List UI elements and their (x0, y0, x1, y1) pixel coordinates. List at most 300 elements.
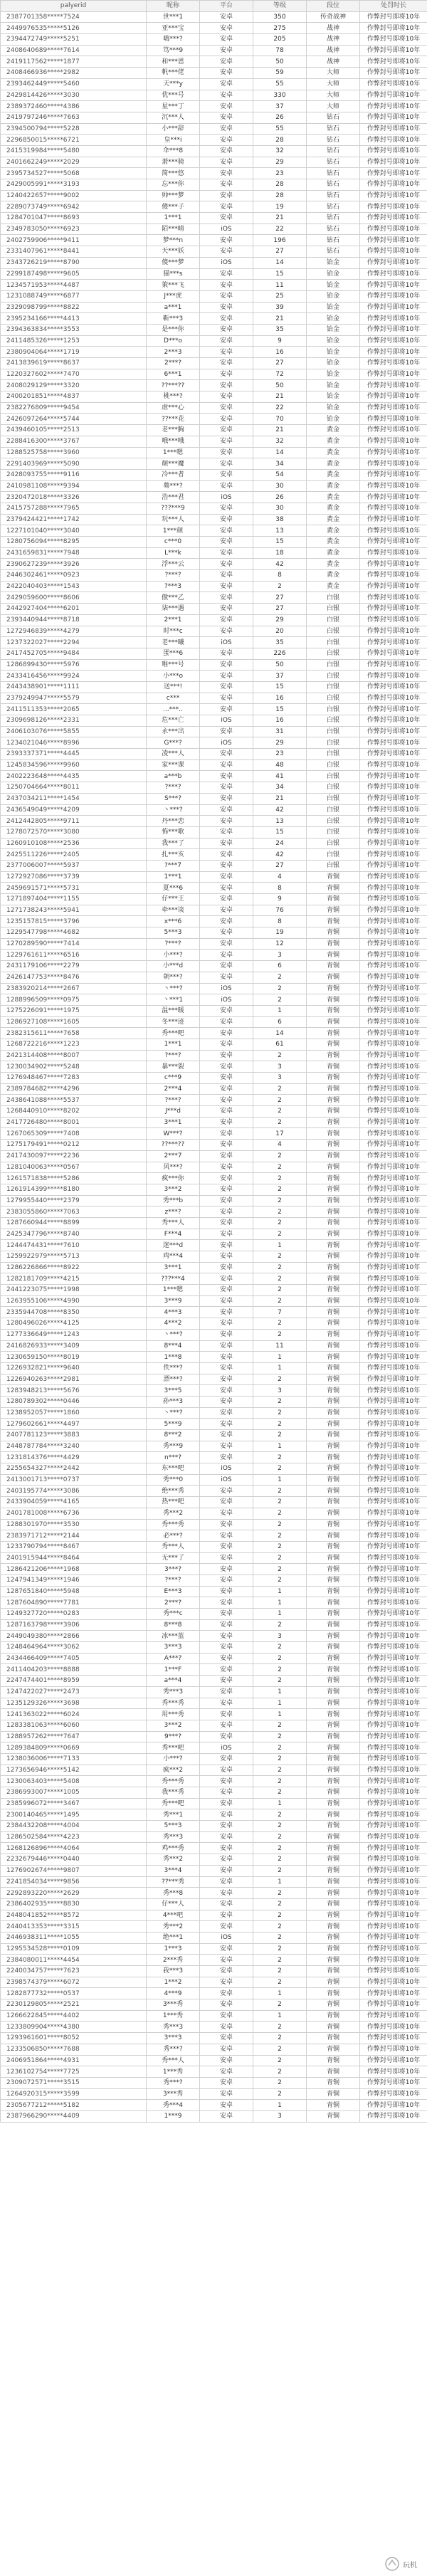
cell-nickname: 3***9 (147, 1295, 200, 1307)
cell-penalty: 作弊封号即将10年 (360, 1005, 427, 1016)
cell-rank: 青铜 (307, 1653, 360, 1664)
cell-penalty: 作弊封号即将10年 (360, 1776, 427, 1787)
table-row (1, 1831, 427, 1843)
cell-platform: 安卓 (200, 1698, 253, 1709)
cell-level: 37 (253, 671, 307, 682)
cell-nickname: 送***! (147, 681, 200, 693)
cell-nickname: 3***秀 (147, 2088, 200, 2100)
cell-rank: 白银 (307, 626, 360, 637)
cell-nickname: 仔***人 (147, 1898, 200, 1910)
cell-player-id: 2415319984*****5480 (1, 145, 147, 157)
cell-rank: 青铜 (307, 1206, 360, 1218)
cell-platform: 安卓 (200, 1519, 253, 1530)
cell-player-id: 2425347796*****8740 (1, 1229, 147, 1240)
cell-nickname: 秀***3 (147, 1831, 200, 1843)
cell-platform: 安卓 (200, 961, 253, 972)
cell-rank: 青铜 (307, 1140, 360, 1151)
cell-penalty: 作弊封号即将10年 (360, 1318, 427, 1330)
cell-penalty: 作弊封号即将10年 (360, 804, 427, 816)
cell-rank: 黄金 (307, 469, 360, 480)
cell-level: 2 (253, 1173, 307, 1184)
cell-platform: 安卓 (200, 503, 253, 514)
cell-nickname: 4***9 (147, 1988, 200, 1999)
cell-penalty: 作弊封号即将10年 (360, 1474, 427, 1486)
cell-rank: 黄金 (307, 570, 360, 582)
cell-nickname: 秀***4 (147, 2100, 200, 2111)
cell-nickname: 帆***佬 (147, 68, 200, 79)
cell-level: 16 (253, 347, 307, 358)
cell-nickname: 暴***裂 (147, 1061, 200, 1073)
cell-rank: 大师 (307, 101, 360, 112)
table-row (1, 826, 427, 838)
table-row (1, 1653, 427, 1664)
cell-level: 50 (253, 659, 307, 671)
cell-rank: 青铜 (307, 1765, 360, 1776)
cell-player-id: 2438641088*****5537 (1, 1095, 147, 1106)
cell-penalty: 作弊封号即将10年 (360, 1642, 427, 1654)
cell-nickname: 冰***蓝 (147, 1631, 200, 1642)
cell-level: 2 (253, 1765, 307, 1776)
cell-penalty: 作弊封号即将10年 (360, 726, 427, 737)
cell-player-id: 1276948467*****7283 (1, 1073, 147, 1084)
cell-rank: 铂金 (307, 369, 360, 380)
cell-rank: 青铜 (307, 883, 360, 894)
cell-nickname: A***? (147, 1653, 200, 1664)
cell-nickname: 热***吧 (147, 1497, 200, 1508)
table-row (1, 1753, 427, 1765)
cell-level: 2 (253, 1854, 307, 1866)
cell-penalty: 作弊封号即将10年 (360, 1262, 427, 1273)
cell-rank: 青铜 (307, 927, 360, 939)
cell-penalty: 作弊封号即将10年 (360, 123, 427, 135)
cell-platform: 安卓 (200, 402, 253, 414)
table-row (1, 1574, 427, 1586)
cell-player-id: 2426097264*****5744 (1, 414, 147, 425)
cell-rank: 青铜 (307, 1318, 360, 1330)
table-row (1, 1229, 427, 1240)
cell-penalty: 作弊封号即将10年 (360, 1888, 427, 1899)
cell-penalty: 作弊封号即将10年 (360, 1352, 427, 1363)
table-row (1, 1742, 427, 1754)
cell-platform: 安卓 (200, 559, 253, 570)
cell-penalty: 作弊封号即将10年 (360, 190, 427, 201)
cell-level: 15 (253, 826, 307, 838)
table-row (1, 1050, 427, 1061)
table-row (1, 1910, 427, 1921)
cell-penalty: 作弊封号即将10年 (360, 1430, 427, 1441)
cell-level: 15 (253, 704, 307, 715)
cell-rank: 青铜 (307, 1955, 360, 1966)
cell-nickname: 秀***1 (147, 1809, 200, 1821)
cell-platform: 安卓 (200, 1173, 253, 1184)
cell-nickname: 丶***? (147, 983, 200, 994)
cell-level: 1 (253, 1876, 307, 1888)
cell-player-id: 1271738243*****5941 (1, 905, 147, 916)
cell-rank: 白银 (307, 838, 360, 849)
cell-rank: 青铜 (307, 1552, 360, 1564)
cell-player-id: 1236102754*****7725 (1, 2066, 147, 2078)
cell-level: 2 (253, 1262, 307, 1273)
cell-nickname: 天***妖 (147, 246, 200, 258)
cell-level: 2 (253, 2066, 307, 2078)
cell-penalty: 作弊封号即将10年 (360, 1195, 427, 1206)
table-row (1, 570, 427, 582)
table-row (1, 715, 427, 727)
table-row (1, 201, 427, 213)
cell-level: 2 (253, 1787, 307, 1799)
cell-penalty: 作弊封号即将10年 (360, 1329, 427, 1340)
table-row (1, 547, 427, 559)
table-row (1, 1519, 427, 1530)
cell-penalty: 作弊封号即将10年 (360, 759, 427, 771)
cell-rank: 大师 (307, 78, 360, 90)
cell-nickname: 沉***人 (147, 112, 200, 123)
table-row (1, 1285, 427, 1296)
cell-player-id: 2412442805*****9711 (1, 816, 147, 827)
cell-player-id: 2410981108*****9394 (1, 480, 147, 492)
table-row (1, 883, 427, 894)
cell-player-id: 1264920315*****3599 (1, 2088, 147, 2100)
cell-rank: 青铜 (307, 1083, 360, 1095)
cell-platform: 安卓 (200, 1619, 253, 1631)
cell-level: 8 (253, 916, 307, 927)
cell-platform: 安卓 (200, 1843, 253, 1854)
cell-penalty: 作弊封号即将10年 (360, 224, 427, 235)
cell-penalty: 作弊封号即将10年 (360, 1574, 427, 1586)
table-row (1, 771, 427, 782)
cell-nickname: 秀***人 (147, 1541, 200, 1552)
cell-level: 2 (253, 1407, 307, 1419)
cell-nickname: 5***3 (147, 1821, 200, 1832)
cell-player-id: 1231814376*****4429 (1, 1452, 147, 1463)
cell-level: 2 (253, 1486, 307, 1497)
table-row (1, 425, 427, 436)
cell-rank: 黄金 (307, 436, 360, 447)
cell-platform: 安卓 (200, 826, 253, 838)
cell-player-id: 1226940263*****2981 (1, 1374, 147, 1385)
column-header-platform: 平台 (200, 1, 253, 12)
table-row (1, 1318, 427, 1330)
cell-rank: 青铜 (307, 1407, 360, 1419)
table-row (1, 1876, 427, 1888)
cell-rank: 青铜 (307, 1876, 360, 1888)
cell-level: 2 (253, 1452, 307, 1463)
cell-level: 39 (253, 302, 307, 313)
cell-rank: 钻石 (307, 168, 360, 179)
table-row (1, 1631, 427, 1642)
cell-platform: 安卓 (200, 759, 253, 771)
cell-level: 2 (253, 1295, 307, 1307)
cell-platform: 安卓 (200, 1005, 253, 1016)
cell-penalty: 作弊封号即将10年 (360, 1686, 427, 1698)
table-row (1, 737, 427, 749)
cell-platform: 安卓 (200, 1910, 253, 1921)
cell-rank: 青铜 (307, 972, 360, 983)
table-row (1, 1564, 427, 1575)
cell-platform: 安卓 (200, 1095, 253, 1106)
cell-rank: 青铜 (307, 2033, 360, 2044)
cell-nickname: 小***d (147, 961, 200, 972)
cell-platform: 安卓 (200, 45, 253, 56)
cell-rank: 青铜 (307, 1530, 360, 1542)
cell-player-id: 2415757288*****7965 (1, 503, 147, 514)
cell-platform: 安卓 (200, 1854, 253, 1866)
cell-platform: iOS (200, 637, 253, 648)
cell-nickname: 秀***9 (147, 1441, 200, 1452)
cell-platform: 安卓 (200, 302, 253, 313)
cell-level: 72 (253, 369, 307, 380)
cell-level: 28 (253, 190, 307, 201)
cell-player-id: 1283381063*****6060 (1, 1720, 147, 1731)
cell-platform: 安卓 (200, 1061, 253, 1073)
cell-platform: 安卓 (200, 1988, 253, 1999)
cell-player-id: 2232679446*****0440 (1, 1854, 147, 1866)
cell-nickname: 柒***遇 (147, 604, 200, 615)
cell-penalty: 作弊封号即将10年 (360, 1307, 427, 1318)
cell-rank: 钻石 (307, 201, 360, 213)
cell-level: 1 (253, 1698, 307, 1709)
cell-rank: 青铜 (307, 2055, 360, 2066)
cell-platform: 安卓 (200, 380, 253, 391)
cell-platform: 安卓 (200, 1664, 253, 1676)
cell-penalty: 作弊封号即将10年 (360, 1217, 427, 1229)
cell-penalty: 作弊封号即将10年 (360, 1184, 427, 1195)
cell-nickname: W***? (147, 1128, 200, 1140)
cell-rank: 青铜 (307, 1999, 360, 2011)
cell-penalty: 作弊封号即将10年 (360, 246, 427, 258)
cell-platform: 安卓 (200, 671, 253, 682)
cell-player-id: 2400201851*****4837 (1, 391, 147, 403)
cell-penalty: 作弊封号即将10年 (360, 983, 427, 994)
cell-player-id: 1229547798*****4682 (1, 927, 147, 939)
cell-nickname: 绝***1 (147, 1932, 200, 1943)
table-row (1, 1419, 427, 1430)
cell-penalty: 作弊封号即将10年 (360, 1753, 427, 1765)
cell-penalty: 作弊封号即将10年 (360, 826, 427, 838)
table-row (1, 1140, 427, 1151)
cell-level: 1 (253, 1362, 307, 1374)
cell-rank: 青铜 (307, 1597, 360, 1609)
cell-rank: 白银 (307, 816, 360, 827)
cell-platform: 安卓 (200, 1140, 253, 1151)
cell-player-id: 1287163798*****3906 (1, 1619, 147, 1631)
cell-penalty: 作弊封号即将10年 (360, 1240, 427, 1251)
cell-rank: 青铜 (307, 1217, 360, 1229)
cell-level: 2 (253, 1497, 307, 1508)
cell-platform: 安卓 (200, 1787, 253, 1799)
cell-platform: 安卓 (200, 358, 253, 369)
cell-platform: 安卓 (200, 425, 253, 436)
cell-level: 26 (253, 492, 307, 503)
cell-rank: 青铜 (307, 961, 360, 972)
cell-platform: iOS (200, 983, 253, 994)
cell-platform: 安卓 (200, 458, 253, 470)
cell-player-id: 2241854034*****9856 (1, 1876, 147, 1888)
cell-level: 2 (253, 1150, 307, 1162)
cell-level: 1 (253, 1441, 307, 1452)
cell-nickname: 2***7 (147, 1150, 200, 1162)
cell-player-id: 1267065309*****7408 (1, 1128, 147, 1140)
table-row (1, 671, 427, 682)
cell-penalty: 作弊封号即将10年 (360, 2088, 427, 2100)
cell-penalty: 作弊封号即将10年 (360, 391, 427, 403)
cell-rank: 青铜 (307, 1195, 360, 1206)
table-row (1, 1530, 427, 1542)
cell-platform: 安卓 (200, 1898, 253, 1910)
cell-rank: 青铜 (307, 1809, 360, 1821)
table-row (1, 1039, 427, 1050)
cell-platform: 安卓 (200, 34, 253, 46)
cell-nickname: 怖***歌 (147, 826, 200, 838)
cell-rank: 青铜 (307, 1631, 360, 1642)
cell-nickname: 桃***? (147, 391, 200, 403)
cell-player-id: 2446938311*****1055 (1, 1932, 147, 1943)
cell-penalty: 作弊封号即将10年 (360, 1162, 427, 1173)
cell-penalty: 作弊封号即将10年 (360, 257, 427, 268)
cell-player-id: 1220327602*****7470 (1, 369, 147, 380)
table-row (1, 525, 427, 537)
cell-nickname: 伞***8 (147, 145, 200, 157)
cell-platform: 安卓 (200, 771, 253, 782)
cell-rank: 白银 (307, 637, 360, 648)
cell-player-id: 1287651840*****5948 (1, 1586, 147, 1597)
cell-penalty: 作弊封号即将10年 (360, 335, 427, 347)
cell-rank: 白银 (307, 826, 360, 838)
cell-nickname: 疯***2 (147, 1765, 200, 1776)
cell-rank: 青铜 (307, 1787, 360, 1799)
cell-platform: 安卓 (200, 1720, 253, 1731)
cell-rank: 白银 (307, 860, 360, 871)
cell-player-id: 2379424421*****1742 (1, 514, 147, 525)
cell-platform: 安卓 (200, 1016, 253, 1028)
cell-player-id: 2411511353*****2065 (1, 704, 147, 715)
cell-rank: 青铜 (307, 1932, 360, 1943)
cell-rank: 白银 (307, 771, 360, 782)
cell-penalty: 作弊封号即将10年 (360, 782, 427, 794)
cell-platform: 安卓 (200, 938, 253, 950)
cell-penalty: 作弊封号即将10年 (360, 1552, 427, 1564)
cell-nickname: c***9 (147, 1073, 200, 1084)
table-row (1, 838, 427, 849)
table-row (1, 436, 427, 447)
table-row (1, 916, 427, 927)
cell-platform: 安卓 (200, 1888, 253, 1899)
cell-platform: 安卓 (200, 1206, 253, 1218)
cell-level: 7 (253, 1307, 307, 1318)
cell-platform: 安卓 (200, 1876, 253, 1888)
cell-level: 3 (253, 1385, 307, 1397)
cell-level: 2 (253, 1083, 307, 1095)
cell-penalty: 作弊封号即将10年 (360, 1619, 427, 1631)
cell-rank: 青铜 (307, 1742, 360, 1754)
cell-player-id: 1293961601*****8052 (1, 2033, 147, 2044)
cell-player-id: 1226932821*****9640 (1, 1362, 147, 1374)
cell-level: 42 (253, 849, 307, 861)
cell-rank: 白银 (307, 693, 360, 704)
cell-player-id: 2439460105*****2513 (1, 425, 147, 436)
cell-player-id: 1295534528*****0109 (1, 1943, 147, 1955)
cell-level: 6 (253, 1016, 307, 1028)
cell-rank: 青铜 (307, 1988, 360, 1999)
cell-platform: 安卓 (200, 1564, 253, 1575)
cell-nickname: 2***? (147, 358, 200, 369)
cell-penalty: 作弊封号即将10年 (360, 1676, 427, 1687)
cell-nickname: 唯***号 (147, 659, 200, 671)
cell-rank: 青铜 (307, 1698, 360, 1709)
cell-nickname: n***? (147, 1452, 200, 1463)
table-row (1, 804, 427, 816)
cell-penalty: 作弊封号即将10年 (360, 1787, 427, 1799)
cell-platform: 安卓 (200, 614, 253, 626)
cell-penalty: 作弊封号即将10年 (360, 213, 427, 224)
cell-player-id: 2395734527*****5068 (1, 168, 147, 179)
cell-penalty: 作弊封号即将10年 (360, 816, 427, 827)
cell-rank: 青铜 (307, 2066, 360, 2078)
cell-nickname: 迷***d (147, 1240, 200, 1251)
cell-penalty: 作弊封号即将10年 (360, 671, 427, 682)
table-row (1, 1552, 427, 1564)
cell-nickname: 我***秀 (147, 1787, 200, 1799)
cell-rank: 青铜 (307, 1664, 360, 1676)
table-row (1, 90, 427, 101)
cell-platform: 安卓 (200, 537, 253, 548)
cell-penalty: 作弊封号即将10年 (360, 1709, 427, 1720)
cell-penalty: 作弊封号即将10年 (360, 637, 427, 648)
cell-level: 2 (253, 1095, 307, 1106)
cell-player-id: 1288957262*****7647 (1, 1731, 147, 1742)
cell-player-id: 1231088749*****6877 (1, 290, 147, 302)
cell-platform: 安卓 (200, 1508, 253, 1519)
cell-nickname: S***? (147, 793, 200, 804)
cell-nickname: 忘***你 (147, 179, 200, 191)
cell-rank: 白银 (307, 726, 360, 737)
cell-nickname: 秀***吧 (147, 1798, 200, 1809)
cell-penalty: 作弊封号即将10年 (360, 11, 427, 23)
cell-player-id: 2384080011*****4454 (1, 1955, 147, 1966)
cell-level: 2 (253, 1117, 307, 1128)
cell-penalty: 作弊封号即将10年 (360, 581, 427, 592)
cell-penalty: 作弊封号即将10年 (360, 1061, 427, 1073)
cell-nickname: 朝***? (147, 972, 200, 983)
cell-penalty: 作弊封号即将10年 (360, 1831, 427, 1843)
cell-level: 70 (253, 414, 307, 425)
cell-rank: 白银 (307, 793, 360, 804)
cell-penalty: 作弊封号即将10年 (360, 1251, 427, 1263)
cell-nickname: D***o (147, 335, 200, 347)
table-row (1, 604, 427, 615)
cell-rank: 青铜 (307, 2010, 360, 2022)
cell-nickname: 1***1 (147, 213, 200, 224)
cell-rank: 青铜 (307, 905, 360, 916)
cell-rank: 青铜 (307, 1731, 360, 1742)
table-row (1, 1329, 427, 1340)
cell-penalty: 作弊封号即将10年 (360, 90, 427, 101)
table-row (1, 257, 427, 268)
cell-level: 1 (253, 1352, 307, 1363)
cell-player-id: 2247474401*****8959 (1, 1676, 147, 1687)
cell-nickname: ???***9 (147, 503, 200, 514)
cell-player-id: 2309698126*****2331 (1, 715, 147, 727)
table-row (1, 1240, 427, 1251)
cell-player-id: 2449976535*****5126 (1, 23, 147, 34)
cell-level: 2 (253, 1642, 307, 1654)
cell-level: 2 (253, 1285, 307, 1296)
cell-platform: 安卓 (200, 1329, 253, 1340)
cell-level: 3 (253, 1631, 307, 1642)
cell-platform: 安卓 (200, 704, 253, 715)
cell-nickname: 必***? (147, 1530, 200, 1542)
cell-player-id: 2431179106*****2279 (1, 961, 147, 972)
